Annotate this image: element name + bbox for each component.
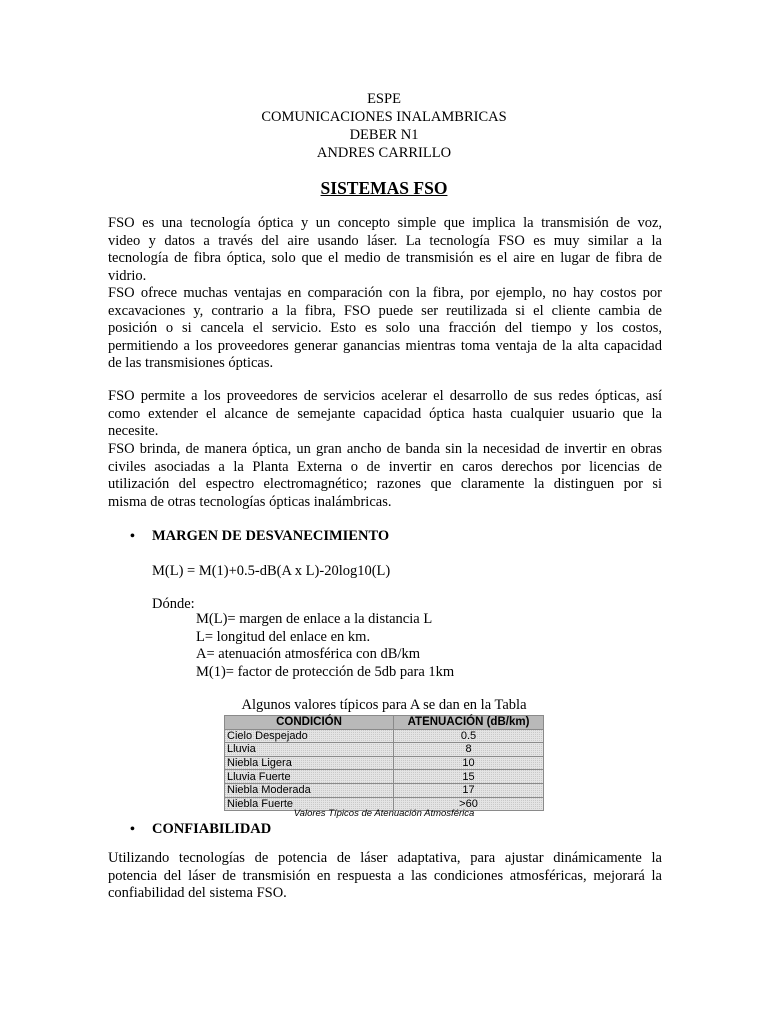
paragraph-line: utilización del espectro electromagnético; razones que claramente la distinguen por si (108, 476, 662, 493)
paragraph-line: de las transmisiones ópticas. (108, 355, 274, 372)
table-cell-condition: Niebla Ligera (225, 756, 394, 770)
paragraph-line: como extender el alcance de semejante capacidad óptica hasta cualquier usuario que la (108, 405, 662, 422)
paragraph-line: FSO brinda, de manera óptica, un gran ancho de banda sin la necesidad de invertir en obras (108, 441, 662, 457)
header-institution: ESPE (367, 91, 401, 107)
paragraph-line: civiles asociadas a la Planta Externa o de invertir en caros derechos por licencias de (108, 458, 662, 475)
fade-margin-formula: M(L) = M(1)+0.5-dB(A x L)-20log10(L) (152, 563, 391, 579)
table-cell-attenuation: 10 (394, 756, 544, 770)
paragraph-line: necesite. (108, 423, 159, 440)
paragraph-advantages (108, 285, 662, 373)
table-cell-attenuation: 17 (394, 783, 544, 797)
table-caption: Valores Típicos de Atenuación Atmosférica (293, 808, 475, 819)
header-assignment: DEBER N1 (349, 127, 419, 143)
table-row (225, 756, 544, 770)
paragraph-line: confiabilidad del sistema FSO. (108, 885, 287, 902)
header-author: ANDRES CARRILLO (316, 145, 452, 161)
definitions-label: Dónde: (152, 596, 195, 612)
paragraph-intro (108, 215, 662, 285)
attenuation-table (224, 715, 544, 811)
table-row (225, 770, 544, 784)
paragraph-line: FSO ofrece muchas ventajas en comparación con la fibra, por ejemplo, no hay costos por (108, 285, 662, 301)
paragraph-line: video y datos a través del aire usando láser. La tecnología FSO es muy similar a la (108, 232, 662, 249)
paragraph-line: FSO es una tecnología óptica y un concepto simple que implica la transmisión de voz, (108, 215, 662, 231)
table-cell-attenuation: 0.5 (394, 729, 544, 743)
paragraph-providers (108, 388, 662, 441)
document-header (0, 90, 768, 162)
paragraph-reliability (108, 850, 662, 903)
paragraph-line: permitiendo a los proveedores generar ganancias mientras toma ventaja de la alta capacidad (108, 337, 662, 354)
section-heading-text: MARGEN DE DESVANECIMIENTO (152, 528, 390, 544)
table-cell-condition: Cielo Despejado (225, 729, 394, 743)
bullet-icon: • (130, 822, 135, 837)
definition-item: A= atenuación atmosférica con dB/km (196, 646, 420, 662)
section-heading-reliability (130, 821, 271, 838)
section-heading-fade-margin (130, 528, 389, 545)
table-cell-attenuation: 8 (394, 743, 544, 757)
table-cell-condition: Niebla Moderada (225, 783, 394, 797)
definition-item: L= longitud del enlace en km. (196, 628, 371, 645)
paragraph-line: potencia del láser de transmisión en respuesta a las condiciones atmosféricas, mejorará la (108, 867, 662, 884)
paragraph-line: posición o si cancela el servicio. Esto es solo una fracción del tiempo y los costos, (108, 320, 662, 337)
document-title: SISTEMAS FSO (320, 178, 448, 198)
table-header-condition: CONDICIÓN (225, 716, 394, 730)
header-course: COMUNICACIONES INALAMBRICAS (261, 109, 507, 125)
table-intro: Algunos valores típicos para A se dan en la Tabla (241, 697, 527, 713)
paragraph-bandwidth (108, 441, 662, 511)
table-cell-condition: Lluvia (225, 743, 394, 757)
paragraph-line: Utilizando tecnologías de potencia de láser adaptativa, para ajustar dinámicamente la (108, 850, 662, 866)
table-row (225, 783, 544, 797)
table-header-attenuation: ATENUACIÓN (dB/km) (394, 716, 544, 730)
table-cell-condition: Lluvia Fuerte (225, 770, 394, 784)
table-cell-attenuation: >60 (394, 797, 544, 811)
paragraph-line: excavaciones y, contrario a la fibra, FSO puede ser reutilizada si el cliente cambia de (108, 302, 662, 319)
paragraph-line: misma de otras tecnologías ópticas inalámbricas. (108, 493, 392, 510)
table-row (225, 743, 544, 757)
section-heading-text: CONFIABILIDAD (152, 821, 272, 837)
bullet-icon: • (130, 529, 135, 544)
paragraph-line: FSO permite a los proveedores de servicios acelerar el desarrollo de sus redes ópticas, así (108, 388, 662, 404)
definitions-list (196, 611, 454, 681)
table-cell-condition: Niebla Fuerte (225, 797, 394, 811)
table-row (225, 729, 544, 743)
paragraph-line: tecnología de fibra óptica, solo que el medio de transmisión es el aire en lugar de fibra de (108, 250, 662, 267)
definition-item: M(L)= margen de enlace a la distancia L (196, 611, 433, 627)
table-header-row (225, 716, 544, 730)
paragraph-line: vidrio. (108, 267, 147, 284)
definition-item: M(1)= factor de protección de 5db para 1km (196, 663, 455, 680)
table-cell-attenuation: 15 (394, 770, 544, 784)
